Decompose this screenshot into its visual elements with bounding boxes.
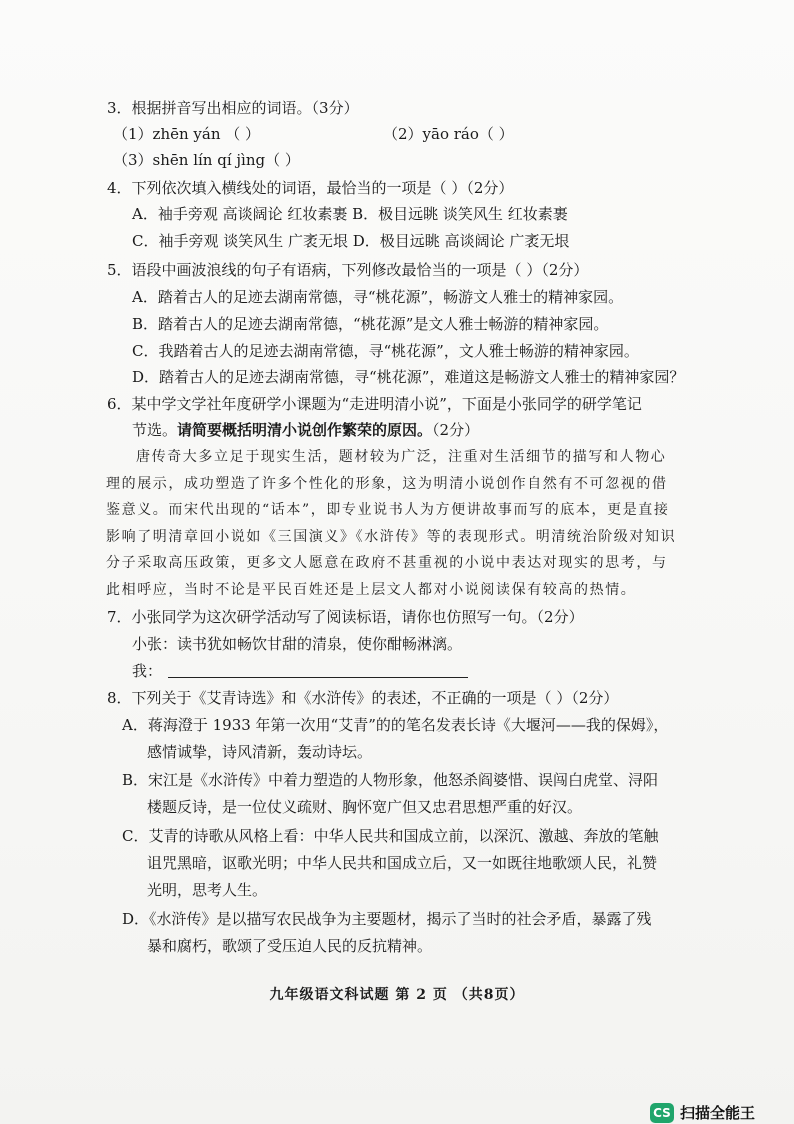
q5-stem: 5．语段中画波浪线的句子有语病，下列修改最恰当的一项是（ ）（2分） bbox=[107, 261, 589, 279]
q5-option-a: A．踏着古人的足迹去湖南常德，寻“桃花源”，畅游文人雅士的精神家园。 bbox=[132, 288, 624, 306]
q7-stem: 7．小张同学为这次研学活动写了阅读标语，请你也仿照写一句。（2分） bbox=[107, 608, 584, 626]
q5-option-c: C．我踏着古人的足迹去湖南常德，寻“桃花源”，文人雅士畅游的精神家园。 bbox=[132, 342, 639, 360]
q6-stem-line-2 bbox=[132, 420, 479, 440]
q7-me-label: 我： bbox=[132, 662, 163, 680]
camscanner-logo-icon: CS bbox=[650, 1103, 674, 1123]
q6-passage: 唐传奇大多立足于现实生活，题材较为广泛，注重对生活细节的描写和人物心理的展示，成功塑造了许多个性化的形象，这为明清小说创作自然有不可忽视的借鉴意义。而宋代出现的“话本”，即专业说书人为方便讲故事而写的底本，更是直接影响了明清章回小说如《三国演义》《水浒传》等的表现形式。明清统治阶级对知识分子采取高压政策，更多文人愿意在政府不甚重视的小说中表达对现实的思考，与此相呼应，当时不论是平民百姓还是上层文人都对小说阅读保有较高的热情。 bbox=[106, 449, 677, 598]
q6-task: 请简要概括明清小说创作繁荣的原因。 bbox=[177, 421, 433, 439]
q8-option-b-line-1: B．宋江是《水浒传》中着力塑造的人物形象，他怒杀阎婆惜、误闯白虎堂、浔阳 bbox=[122, 771, 659, 789]
q7-answer-line bbox=[132, 661, 468, 681]
q6-stem-line-1: 6．某中学文学社年度研学小课题为“走进明清小说”，下面是小张同学的研学笔记 bbox=[107, 395, 642, 413]
page-footer: 九年级语文科试题 第 2 页 （共8页） bbox=[269, 987, 525, 1003]
q3-item-3: （3）shēn lín qí jìng（ ） bbox=[113, 151, 300, 169]
q8-option-c-line-3: 光明，思考人生。 bbox=[147, 881, 268, 899]
q6-stem-plain: 节选。 bbox=[132, 421, 178, 439]
q8-option-a-line-2: 感情诚挚，诗风清新，轰动诗坛。 bbox=[147, 743, 373, 761]
q7-example: 小张：读书犹如畅饮甘甜的清泉，使你酣畅淋漓。 bbox=[132, 635, 463, 653]
q4-options-row-1: A．袖手旁观 高谈阔论 红妆素裹 B．极目远眺 谈笑风生 红妆素裹 bbox=[132, 205, 568, 223]
scanner-watermark bbox=[650, 1102, 755, 1123]
q4-options-row-2: C．袖手旁观 谈笑风生 广袤无垠 D．极目远眺 高谈阔论 广袤无垠 bbox=[132, 232, 570, 250]
q8-stem: 8．下列关于《艾青诗选》和《水浒传》的表述，不正确的一项是（ ）（2分） bbox=[107, 689, 619, 707]
q8-option-b-line-2: 楼题反诗，是一位仗义疏财、胸怀宽广但又忠君思想严重的好汉。 bbox=[147, 798, 583, 816]
q3-item-1: （1）zhēn yán （ ） bbox=[113, 125, 261, 143]
q3-item-2: （2）yāo ráo（ ） bbox=[383, 125, 514, 143]
q8-option-a-line-1: A．蒋海澄于 1933 年第一次用“艾青”的的笔名发表长诗《大堰河——我的保姆》， bbox=[122, 716, 669, 734]
q8-option-c-line-1: C．艾青的诗歌从风格上看：中华人民共和国成立前，以深沉、激越、奔放的笔触 bbox=[122, 827, 659, 845]
q8-option-d-line-1: D．《水浒传》是以描写农民战争为主要题材，揭示了当时的社会矛盾，暴露了残 bbox=[122, 910, 652, 928]
q5-option-b: B．踏着古人的足迹去湖南常德，“桃花源”是文人雅士畅游的精神家园。 bbox=[132, 315, 609, 333]
q6-score: （2分） bbox=[432, 421, 480, 439]
q4-stem: 4．下列依次填入横线处的词语，最恰当的一项是（ ）（2分） bbox=[107, 179, 514, 197]
q3-stem: 3．根据拼音写出相应的词语。（3分） bbox=[107, 99, 359, 117]
q7-answer-blank[interactable] bbox=[168, 677, 468, 678]
scanner-app-name: 扫描全能王 bbox=[680, 1104, 756, 1122]
q8-option-c-line-2: 诅咒黑暗，讴歌光明；中华人民共和国成立后，又一如既往地歌颂人民，礼赞 bbox=[147, 854, 658, 872]
q5-option-d: D．踏着古人的足迹去湖南常德，寻“桃花源”，难道这是畅游文人雅士的精神家园？ bbox=[132, 368, 685, 386]
q8-option-d-line-2: 暴和腐朽，歌颂了受压迫人民的反抗精神。 bbox=[147, 937, 433, 955]
